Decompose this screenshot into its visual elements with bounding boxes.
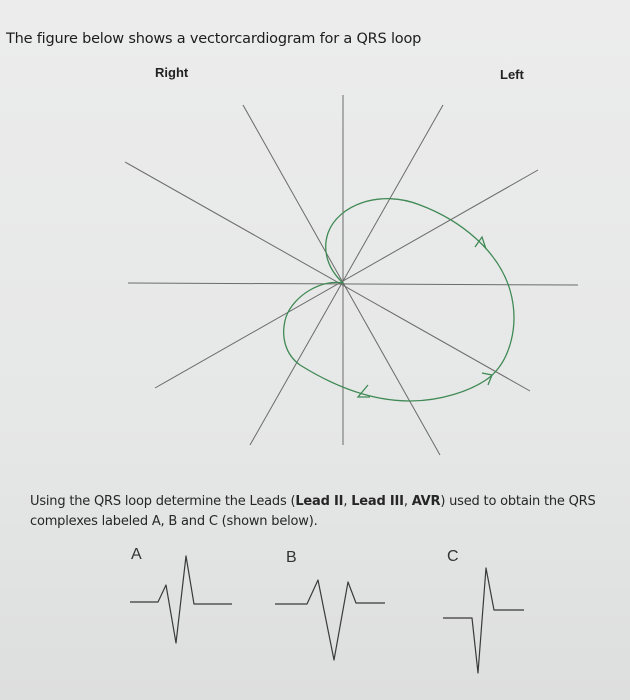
complex-c-label: C [447,548,459,565]
qrs-complex-a [130,556,232,643]
question-sep1: , [343,494,352,509]
page-heading: The figure below shows a vectorcardiogram for a QRS loop [6,31,422,47]
lead-iii-text: Lead III [351,494,404,509]
complex-a-label: A [131,546,142,563]
right-label: Right [155,65,189,80]
qrs-complex-b [275,580,385,660]
complex-b-label: B [286,549,297,566]
qrs-complex-c [443,568,524,673]
question-part1: Using the QRS loop determine the Leads ( [30,494,296,509]
lead-ii-text: Lead II [295,494,344,509]
avr-text: AVR [411,494,441,509]
left-label: Left [500,67,524,82]
question-part2: ) used to obtain the QRS complexes labeled A, B and C (shown below). [30,494,596,529]
question-sep2: , [403,494,412,509]
